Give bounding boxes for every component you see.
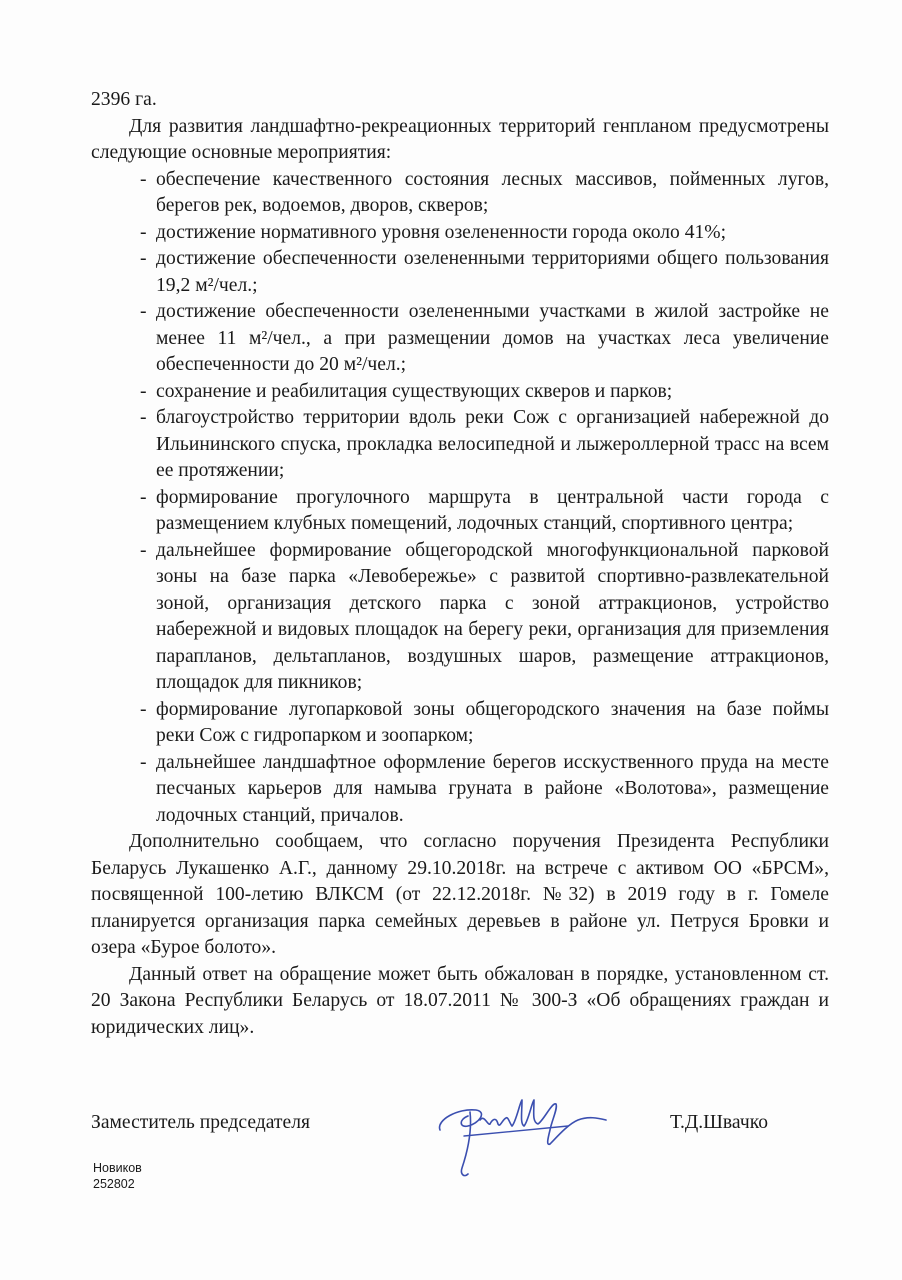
signatory-position: Заместитель председателя xyxy=(91,1112,310,1133)
list-item: - достижение нормативного уровня озелененности города около 41%; xyxy=(156,220,829,247)
list-item: - формирование лугопарковой зоны общегородского значения на базе поймы реки Сож с гидропарком и зоопарком; xyxy=(156,697,829,750)
opening-line: 2396 га. xyxy=(91,89,157,110)
appeal-paragraph: Данный ответ на обращение может быть обжалован в порядке, установленном ст. 20 Закона Республики Беларусь от 18.07.2011 № 300-З «Об обращениях граждан и юридических лиц». xyxy=(91,963,829,1038)
list-item: - формирование прогулочного маршрута в центральной части города с размещением клубных помещений, лодочных станций, спортивного центра; xyxy=(156,485,829,538)
list-item: - дальнейшее ландшафтное оформление берегов исскуственного пруда на месте песчаных карьеров для намыва груната в районе «Волотова», размещение лодочных станций, причалов. xyxy=(156,750,829,830)
letter-body xyxy=(91,87,829,1041)
signatory-name: Т.Д.Швачко xyxy=(670,1112,769,1133)
list-item: - сохранение и реабилитация существующих скверов и парков; xyxy=(156,379,829,406)
executor-phone: 252802 xyxy=(93,1177,135,1191)
intro-paragraph: Для развития ландшафтно-рекреационных территорий генпланом предусмотрены следующие основные мероприятия: xyxy=(91,115,829,163)
president-paragraph: Дополнительно сообщаем, что согласно поручения Президента Республики Беларусь Лукашенко А.Г., данному 29.10.2018г. на встрече с активом ОО «БРСМ», посвященной 100-летию ВЛКСМ (от 22.12.2018г. №32) в 2019 году в г. Гомеле планируется организация парка семейных деревьев в районе ул. Петруся Бровки и озера «Бурое болото». xyxy=(91,831,829,958)
handwritten-signature-icon xyxy=(428,1090,618,1182)
list-item: - дальнейшее формирование общегородской многофункциональной парковой зоны на базе парка «Левобережье» с развитой спортивно-развлекательной зоной, организация детского парка с зоной аттракционов, устройство набережной и видовых площадок на берегу реки, организация для приземления парапланов, дельтапланов, воздушных шаров, размещение аттракционов, площадок для пикников; xyxy=(156,538,829,697)
measures-list xyxy=(91,167,829,830)
list-item: - благоустройство территории вдоль реки Сож с организацией набережной до Ильининского спуска, прокладка велосипедной и лыжероллерной трасс на всем ее протяжении; xyxy=(156,405,829,485)
executor-name: Новиков xyxy=(93,1161,142,1175)
list-item: - достижение обеспеченности озелененными участками в жилой застройке не менее 11 м²/чел., а при размещении домов на участках леса увеличение обеспеченности до 20 м²/чел.; xyxy=(156,299,829,379)
list-item: - достижение обеспеченности озелененными территориями общего пользования 19,2 м²/чел.; xyxy=(156,246,829,299)
document-footer xyxy=(93,1160,142,1192)
list-item: - обеспечение качественного состояния лесных массивов, пойменных лугов, берегов рек, водоемов, дворов, скверов; xyxy=(156,167,829,220)
